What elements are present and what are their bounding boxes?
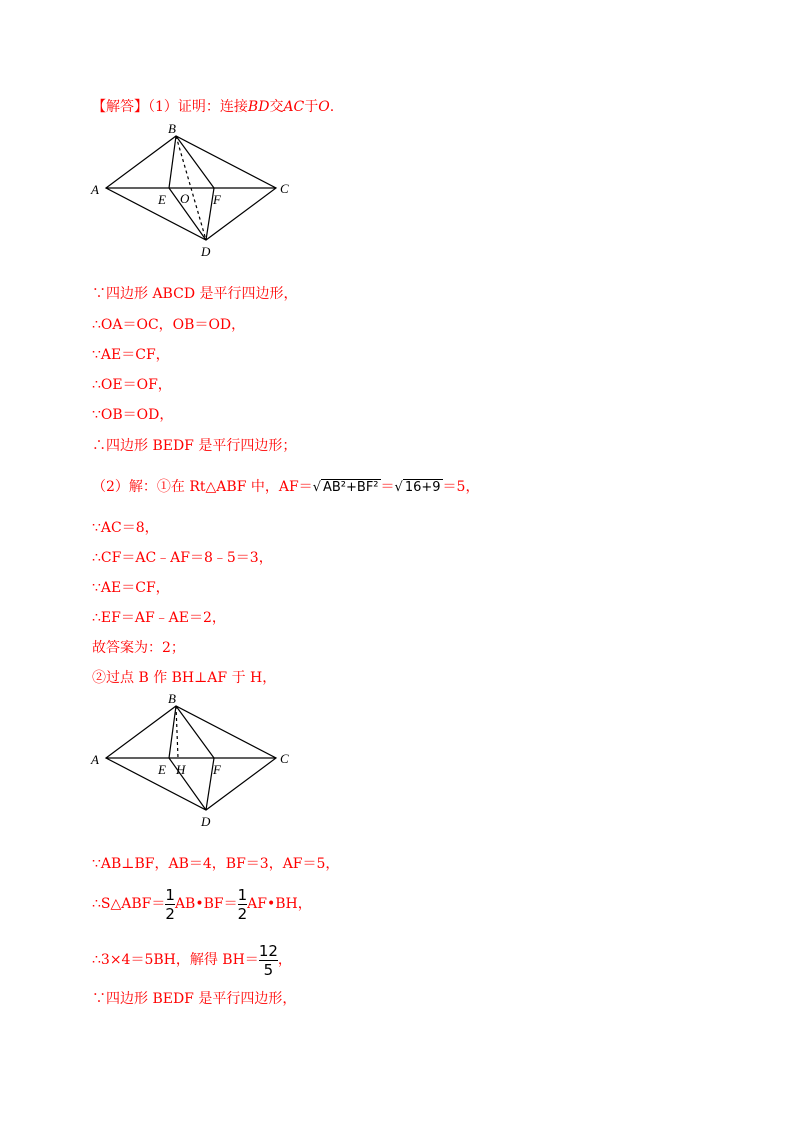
proof-line-2: ∴OA＝OC，OB＝OD， <box>92 317 246 333</box>
given-line: ∵AB⊥BF，AB＝4，BF＝3，AF＝5， <box>92 856 340 872</box>
label-c: C <box>280 751 289 766</box>
label-f: F <box>213 762 221 777</box>
label-a: A <box>91 752 99 767</box>
sqrt-expression-1: √ AB²+BF² <box>312 480 379 495</box>
final-line: ∵四边形 BEDF 是平行四边形， <box>92 991 297 1007</box>
calc-line-1: ∵AC＝8， <box>92 520 159 536</box>
calc-line-3: ∵AE＝CF， <box>92 580 170 596</box>
area-line: ∴S△ABF＝ $\frac{1}{2}$ AB•BF＝ $\frac{1}{2}$ AF•BH， <box>92 885 312 923</box>
label-b: B <box>168 121 176 136</box>
calc-line-2: ∴CF＝AC﹣AF＝8﹣5＝3， <box>92 550 273 566</box>
proof-line-5: ∵OB＝OD， <box>92 407 174 423</box>
sqrt-expression-2: √ 16+9 <box>394 480 441 495</box>
calc-line-4: ∴EF＝AF﹣AE＝2， <box>92 610 226 626</box>
label-o: O <box>180 191 190 206</box>
solution-bracket: 【解答】 <box>92 99 148 115</box>
answer-line: 故答案为：2； <box>92 640 185 656</box>
fraction-half-1: $\frac{1}{2}$ <box>165 885 175 923</box>
parallelogram-figure-1 <box>88 118 308 263</box>
label-b: B <box>168 691 176 706</box>
fraction-bh: $\frac{12}{5}$ <box>258 941 278 979</box>
part2-intro: （2）解：①在 Rt△ABF 中，AF＝√ AB²+BF² ＝√ 16+9 ＝5， <box>92 479 480 495</box>
proof-line-3: ∵AE＝CF， <box>92 347 170 363</box>
parallelogram-figure-2 <box>88 688 308 833</box>
proof-line-4: ∴OE＝OF， <box>92 377 172 393</box>
label-c: C <box>280 181 289 196</box>
label-d: D <box>201 814 211 829</box>
fraction-half-2: $\frac{1}{2}$ <box>237 885 248 923</box>
label-h: H <box>176 762 186 777</box>
label-f: F <box>213 192 221 207</box>
label-d: D <box>201 244 211 259</box>
solve-bh-line: ∴3×4＝5BH，解得 BH＝ $\frac{12}{5}$ ， <box>92 941 292 979</box>
proof-line-1: ∵四边形 ABCD 是平行四边形， <box>92 286 298 302</box>
step2-line: ②过点 B 作 BH⊥AF 于 H， <box>92 670 277 686</box>
solution-header: 【解答】（1）证明：连接BD交AC于O. <box>92 99 335 115</box>
label-e: E <box>158 192 166 207</box>
proof-line-6: ∴四边形 BEDF 是平行四边形； <box>92 438 297 454</box>
label-a: A <box>91 182 99 197</box>
label-e: E <box>158 762 166 777</box>
